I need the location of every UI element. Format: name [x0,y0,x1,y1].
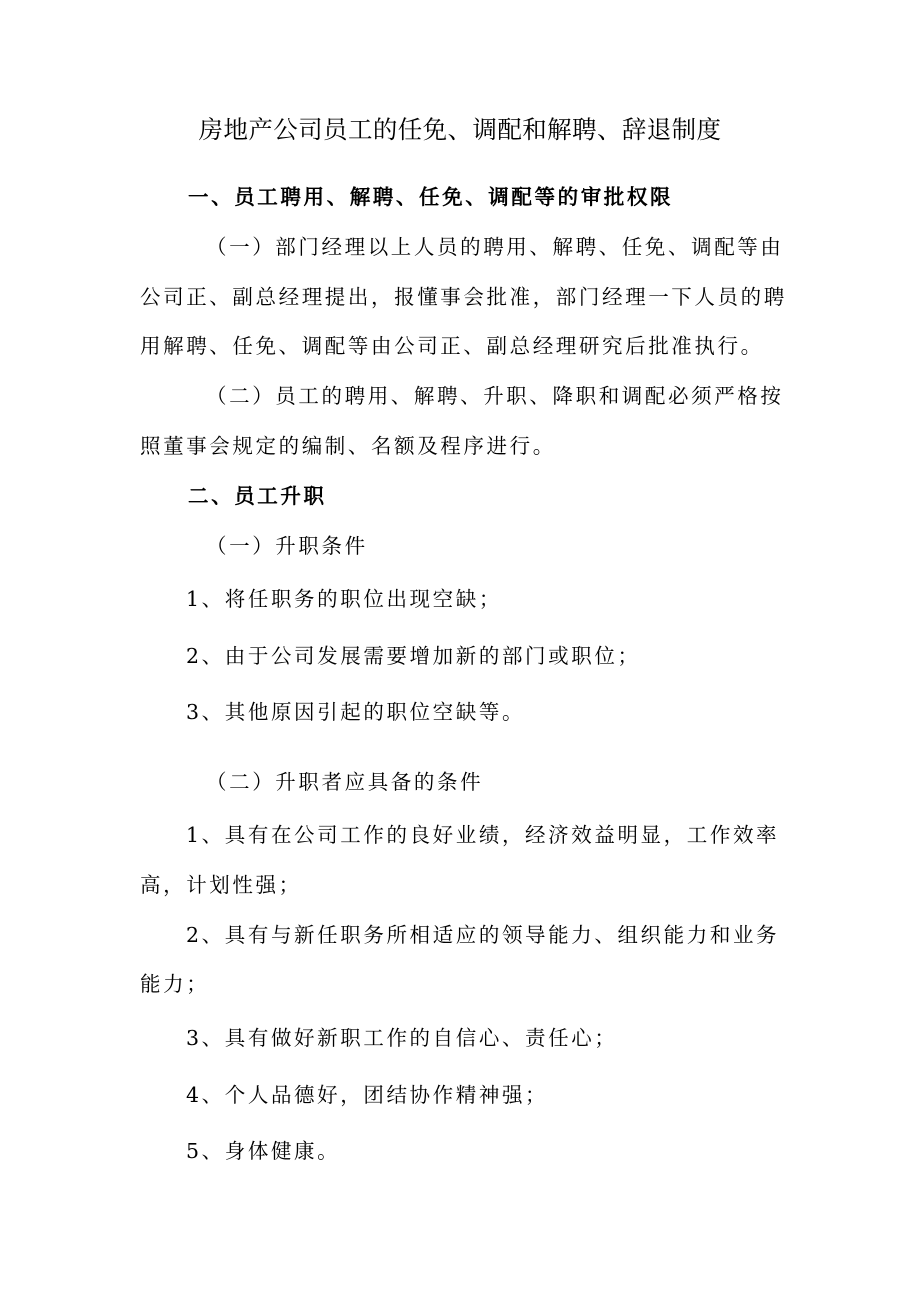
list-item: 2、由于公司发展需要增加新的部门或职位； [186,644,641,668]
subsection-heading: （一）升职条件 [206,534,368,558]
section-heading-approval: 一、员工聘用、解聘、任免、调配等的审批权限 [188,185,674,209]
paragraph-line: （二）员工的聘用、解聘、升职、降职和调配必须严格按 [206,384,784,408]
list-item: 5、身体健康。 [186,1139,341,1163]
list-item-continuation: 能力； [140,972,210,996]
subsection-heading: （二）升职者应具备的条件 [206,770,484,794]
list-item: 3、具有做好新职工作的自信心、责任心； [186,1026,618,1050]
paragraph-line: 用解聘、任免、调配等由公司正、副总经理研究后批准执行。 [140,334,764,358]
paragraph-line: （一）部门经理以上人员的聘用、解聘、任免、调配等由 [206,235,784,259]
list-item: 4、个人品德好，团结协作精神强； [186,1083,549,1107]
list-item-continuation: 高，计划性强； [140,873,302,897]
list-item: 3、其他原因引起的职位空缺等。 [186,700,526,724]
list-item: 2、具有与新任职务所相适应的领导能力、组织能力和业务 [186,923,780,947]
paragraph-line: 照董事会规定的编制、名额及程序进行。 [140,434,556,458]
document-title: 房地产公司员工的任免、调配和解聘、辞退制度 [198,115,722,144]
section-heading-promotion: 二、员工升职 [188,484,327,508]
list-item: 1、具有在公司工作的良好业绩，经济效益明显，工作效率 [186,823,780,847]
list-item: 1、将任职务的职位出现空缺； [186,587,502,611]
paragraph-line: 公司正、副总经理提出，报懂事会批准，部门经理一下人员的聘 [140,285,787,309]
